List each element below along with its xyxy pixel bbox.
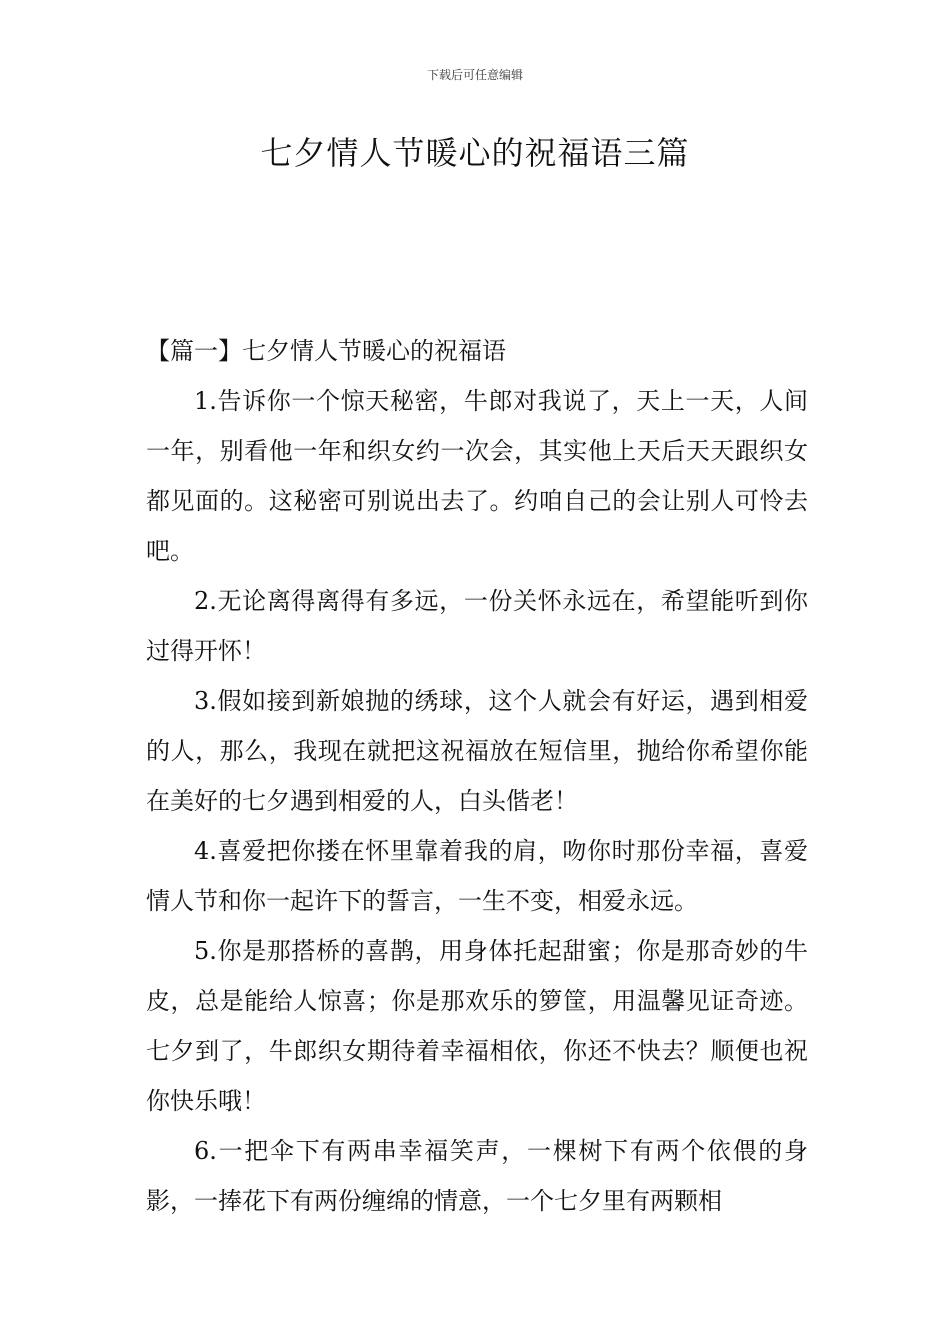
paragraph-5: 5.你是那搭桥的喜鹊，用身体托起甜蜜；你是那奇妙的牛皮，总是能给人惊喜；你是那欢乐的箩筐，用温馨见证奇迹。七夕到了，牛郎织女期待着幸福相依，你还不快去？顺便也祝你快乐哦！	[146, 937, 808, 1115]
paragraph-1: 1.告诉你一个惊天秘密，牛郎对我说了，天上一天，人间一年，别看他一年和织女约一次会，其实他上天后天天跟织女都见面的。这秘密可别说出去了。约咱自己的会让别人可怜去吧。	[146, 387, 808, 565]
paragraph-2: 2.无论离得离得有多远，一份关怀永远在，希望能听到你过得开怀！	[146, 587, 808, 665]
paragraph-4: 4.喜爱把你搂在怀里靠着我的肩，吻你时那份幸福，喜爱情人节和你一起许下的誓言，一生不变，相爱永远。	[146, 837, 808, 915]
header-note: 下载后可任意编辑	[426, 68, 523, 82]
document-body	[146, 326, 808, 1226]
document-title: 七夕情人节暖心的祝福语三篇	[260, 134, 690, 172]
paragraph-3: 3.假如接到新娘抛的绣球，这个人就会有好运，遇到相爱的人，那么，我现在就把这祝福放在短信里，抛给你希望你能在美好的七夕遇到相爱的人，白头偕老！	[146, 687, 808, 815]
paragraph-6: 6.一把伞下有两串幸福笑声，一棵树下有两个依偎的身影，一捧花下有两份缠绵的情意，一个七夕里有两颗相	[146, 1137, 808, 1215]
section-heading: 【篇一】七夕情人节暖心的祝福语	[146, 337, 506, 365]
